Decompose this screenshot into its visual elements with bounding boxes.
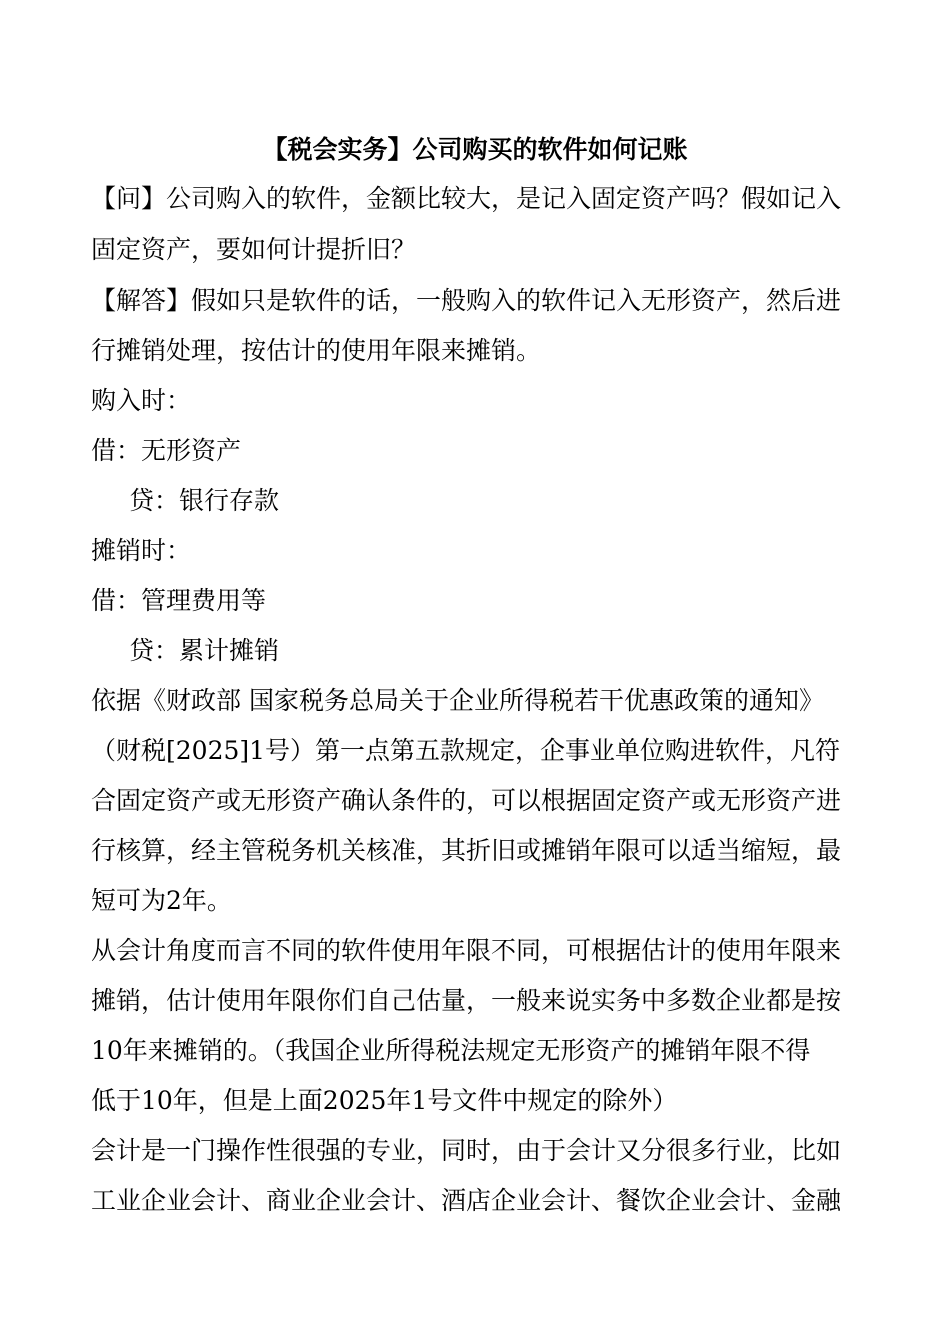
amortization-heading: 摊销时： (91, 536, 192, 565)
basis-line-1: 依据《财政部 国家税务总局关于企业所得税若干优惠政策的通知》 (91, 686, 824, 715)
question-line-2: 固定资产，要如何计提折旧？ (91, 235, 417, 264)
journal-debit-intangible: 借：无形资产 (91, 436, 242, 465)
journal-credit-amortization: 贷：累计摊销 (129, 636, 280, 665)
accounting-line-1: 从会计角度而言不同的软件使用年限不同，可根据估计的使用年限来 (91, 936, 842, 965)
question-line-1: 【问】公司购入的软件，金额比较大，是记入固定资产吗？假如记入 (91, 184, 842, 213)
document-title: 【税会实务】公司购买的软件如何记账 (262, 135, 688, 164)
basis-line-3: 合固定资产或无形资产确认条件的，可以根据固定资产或无形资产进 (91, 786, 842, 815)
accounting-line-3: 10年来摊销的。（我国企业所得税法规定无形资产的摊销年限不得 (91, 1036, 811, 1065)
answer-line-1: 【解答】假如只是软件的话，一般购入的软件记入无形资产，然后进 (91, 286, 842, 315)
journal-debit-admin: 借：管理费用等 (91, 586, 267, 615)
basis-line-2: （财税[2025]1号）第一点第五款规定，企事业单位购进软件，凡符 (91, 736, 841, 765)
closing-line-1: 会计是一门操作性很强的专业，同时，由于会计又分很多行业，比如 (91, 1136, 842, 1165)
accounting-line-4: 低于10年，但是上面2025年1号文件中规定的除外） (91, 1086, 678, 1115)
purchase-heading: 购入时： (91, 386, 192, 415)
basis-line-5: 短可为2年。 (91, 886, 232, 915)
closing-line-2: 工业企业会计、商业企业会计、酒店企业会计、餐饮企业会计、金融 (91, 1186, 842, 1215)
journal-credit-bank: 贷：银行存款 (129, 486, 280, 515)
accounting-line-2: 摊销，估计使用年限你们自己估量，一般来说实务中多数企业都是按 (91, 986, 842, 1015)
answer-line-2: 行摊销处理，按估计的使用年限来摊销。 (91, 336, 542, 365)
basis-line-4: 行核算，经主管税务机关核准，其折旧或摊销年限可以适当缩短，最 (91, 836, 842, 865)
